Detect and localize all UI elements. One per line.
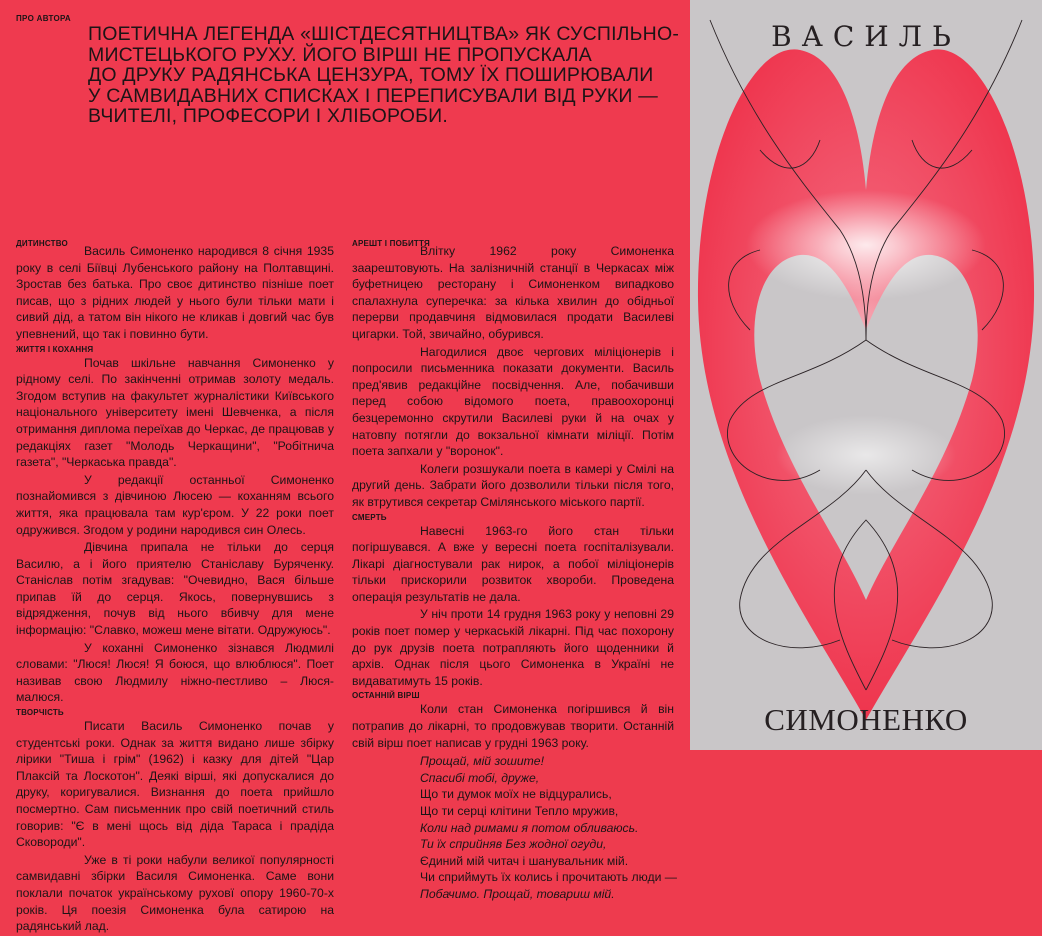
heading-arrest: АРЕШТ І ПОБИТТЯ	[352, 239, 430, 248]
paragraph: Василь Симоненко народився 8 січня 1935 року в селі Біївці Лубенського району на Полтавщині. Зростав без батька. Про своє дитинство пізніше поет писав, що з рідних людей у нього були тільки мати і сивий дід, а татом він нікого не кликав і довгий час був упевнений, що так і повинно бути.	[16, 244, 334, 341]
cover-first-name: ВАСИЛЬ	[771, 20, 961, 53]
poem-line: Прощай, мій зошите!	[420, 754, 544, 769]
lead-line: ВЧИТЕЛІ, ПРОФЕСОРИ І ХЛІБОРОБИ.	[88, 105, 448, 127]
paragraph: Почав шкільне навчання Симоненко у рідному селі. По закінченні отримав золоту медаль. Згодом вступив на факультет журналістики Київського національного університету імені Шевченка, а після отримання диплома переїхав до Черкас, де працював у редакціях газет "Молодь Черкащини", "Робітнича газета", "Черкаська правда".	[16, 355, 334, 470]
lead-line: У САМВИДАВНИХ СПИСКАХ І ПЕРЕПИСУВАЛИ ВІД РУКИ —	[88, 84, 658, 107]
poem-line: Що ти серці клітини Тепло мружив,	[420, 804, 619, 818]
cover-page	[690, 0, 1042, 750]
text-column-right	[352, 238, 677, 903]
paragraph: Писати Василь Симоненко почав у студентські роки. Однак за життя видано лише збірку лірики "Тиша і грім" (1962) і казку для дітей "Цар Плаксій та Лоскотон". Деякі вірші, які допускалися до друку, коригувалися. Визнання до поета прийшло посмертно. Сам письменник про свій поетичний стиль говорив: "Є в мені щось від діда Тараса і прадіда Сковороди".	[16, 719, 334, 850]
paragraph: У коханні Симоненко зізнався Людмилі словами: "Люся! Люся! Я боюся, що влюблюся". Поет називав свою Людмилу ніжно-пестливо – Люся-малюся.	[16, 640, 334, 705]
lead-line: ДО ДРУКУ РАДЯНСЬКА ЦЕНЗУРА, ТОМУ ЇХ ПОШИРЮВАЛИ	[88, 64, 654, 86]
poem-line: Єдиний мій читач і шанувальник мій.	[420, 853, 629, 868]
poem-line: Що ти думок моїх не відцурались,	[420, 787, 612, 802]
heading-childhood: ДИТИНСТВО	[16, 239, 68, 248]
text-column-left	[16, 238, 334, 936]
cover-last-name: СИМОНЕНКО	[764, 702, 968, 737]
paragraph: Уже в ті роки набули великої популярності самвидавні збірки Василя Симоненка. Саме вони поклали початок українському руховї опору 1960-70-х років. Ця поезія Симоненка була сатирою на радянський лад.	[16, 852, 334, 934]
poem-line: Спасибі тобі, друже,	[420, 770, 540, 785]
paragraph: Влітку 1962 року Симоненка заарештовують. На залізничній станції в Черкасах між буфетницею ресторану і Симоненком випадково спалахнула суперечка: за кілька хвилин до обідньої перерви продавчиня відмовилася продати Василеві цигарки. Той, звичайно, обурився.	[352, 244, 674, 341]
poem-line: Чи сприймуть їх колись і прочитають люди —	[420, 870, 677, 885]
lead-line: ПОЕТИЧНА ЛЕГЕНДА «ШІСТДЕСЯТНИЦТВА» ЯК СУСПІЛЬНО-	[88, 23, 680, 45]
paragraph: Коли стан Симоненка погіршився й він потрапив до лікарні, то продовжував творити. Останній свій вірш поет написав у грудні 1963 року.	[352, 702, 674, 750]
heading-creativity: ТВОРЧІСТЬ	[16, 708, 64, 718]
paragraph: Дівчина припала не тільки до серця Василю, а і його приятелю Станіславу Буряченку. Станіслав потім згадував: "Очевидно, Вася більше припав їй до серця. Якось, повернувшись з відрядження, почув від нього вбивчу для мене інформацію: "Славко, можеш мене вітати. Одружуюсь".	[16, 540, 334, 638]
heading-last-poem: ОСТАННІЙ ВІРШ	[352, 691, 420, 701]
paragraph: У редакції останньої Симоненко познайомився з дівчиною Люсею — коханням всього життя, яка працювала там кур'єром. У 22 роки поет одружився. Згодом у родини народився син Олесь.	[16, 472, 334, 537]
heading-death: СМЕРТЬ	[352, 512, 387, 522]
poem-line: Ти їх сприйняв Без жодної огуди,	[420, 837, 607, 852]
lead-line: МИСТЕЦЬКОГО РУХУ. ЙОГО ВІРШІ НЕ ПРОПУСКАЛА	[88, 43, 592, 66]
paragraph: Колеги розшукали поета в камері у Смілі на другий день. Забрати його дозволили тільки після того, як втрутився секретар Смілянського міського партії.	[352, 461, 674, 509]
paragraph: Нагодилися двоє чергових міліціонерів і попросили письменника показати документи. Василь пред'явив редакційне посвідчення. Але, побачивши перед собою відомого поета, правоохоронці безцеремонно скрутили Василеві руки й на очах у натовпу потягли до вокзальної кімнати міліції. Потім поета запхали у "воронок".	[352, 344, 674, 459]
paragraph: Навесні 1963-го його стан тільки погіршувався. А вже у вересні поета госпіталізували. Лікарі діагностували рак нирок, а побої міліціонерів тільки прискорили розвиток хвороби. Проведена операція результатів не дала.	[352, 523, 674, 604]
poem	[420, 753, 677, 902]
section-label: ПРО АВТОРА	[16, 14, 71, 23]
poem-line: Побачимо. Прощай, товариш мій.	[420, 886, 615, 901]
paragraph: У ніч проти 14 грудня 1963 року у неповні 29 років поет помер у черкаській лікарні. Під час похорону до рук друзів поета потрапляють його щоденники й архів. Однак після цього Симоненка в Україні не видаватимуть 15 років.	[352, 607, 674, 688]
poem-line: Коли над римами я потом обливаюсь.	[420, 820, 639, 835]
heading-life: ЖИТТЯ І КОХАННЯ	[16, 344, 94, 354]
lead-text	[88, 24, 678, 127]
heart-illustration	[690, 0, 1042, 750]
